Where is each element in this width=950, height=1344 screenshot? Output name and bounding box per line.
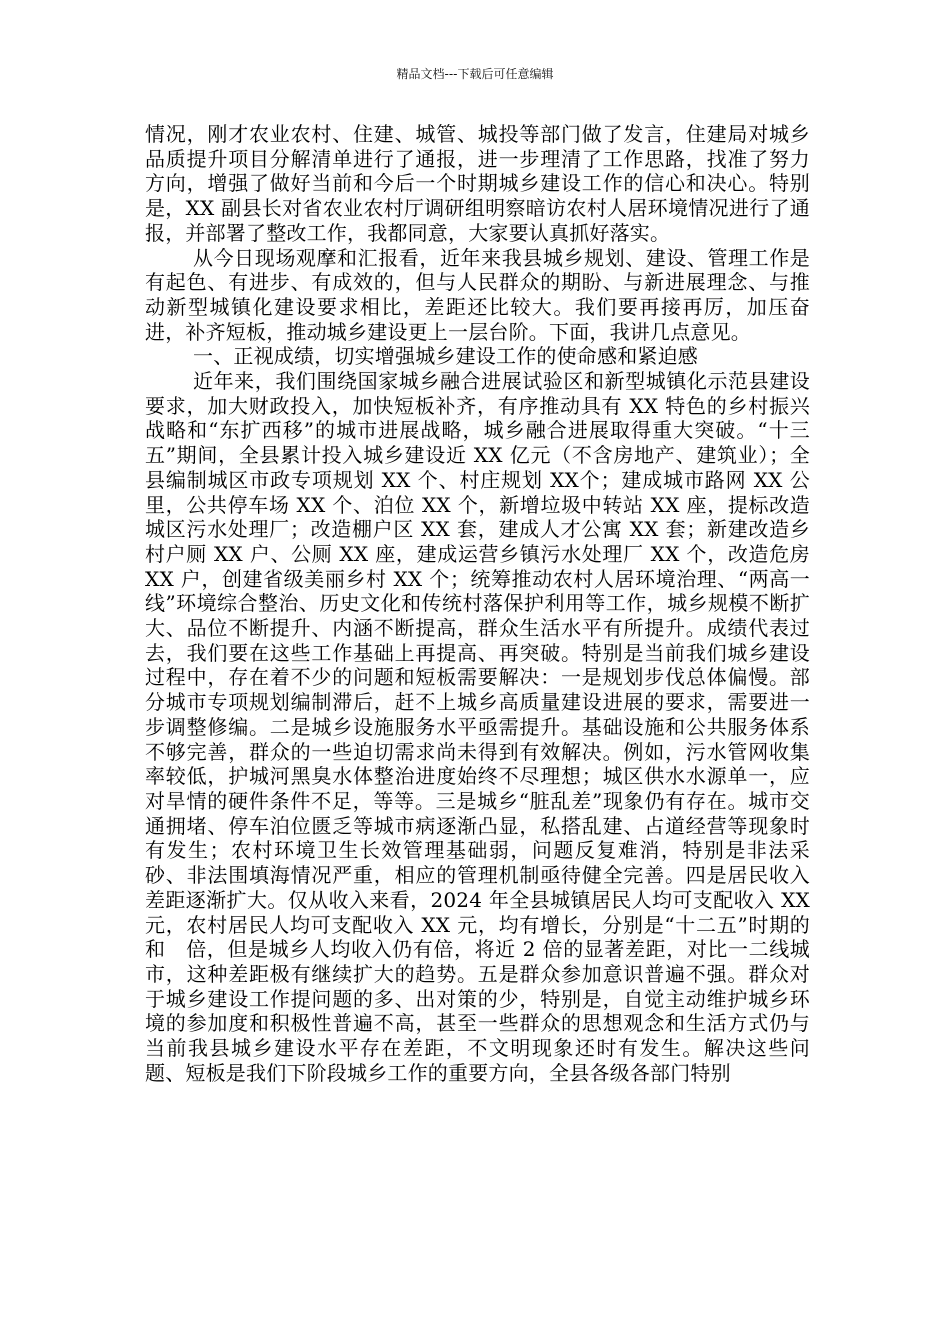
document-body [145,122,831,1085]
section-heading-1: 一、正视成绩，切实增强城乡建设工作的使命感和紧迫感 [193,344,698,369]
page-header: 精品文档---下载后可任意编辑 [396,67,554,81]
paragraph-overview: 从今日现场观摩和汇报看，近年来我县城乡规划、建设、管理工作是有起色、有进步、有成效的，但与人民群众的期盼、与新进展理念、与推动新型城镇化建设要求相比，差距还比较大。我们要再接再厉，加压奋进，补齐短板，推动城乡建设更上一层台阶。下面，我讲几点意见。 [145,245,810,344]
paragraph-continuation: 情况，刚才农业农村、住建、城管、城投等部门做了发言，住建局对城乡品质提升项目分解清单进行了通报，进一步理清了工作思路，找准了努力方向，增强了做好当前和今后一个时期城乡建设工作的信心和决心。特别是，XX 副县长对省农业农村厅调研组明察暗访农村人居环境情况进行了通报，并部署了整改工作，我都同意，大家要认真抓好落实。 [145,122,810,245]
paragraph-achievements: 近年来，我们围绕国家城乡融合进展试验区和新型城镇化示范县建设要求，加大财政投入，加快短板补齐，有序推动具有 XX 特色的乡村振兴战略和“东扩西移”的城市进展战略，城乡融合进展取得重大突破。“十三五”期间，全县累计投入城乡建设近 XX 亿元（不含房地产、建筑业）；全县编制城区市政专项规划 XX 个、村庄规划 XX个；建成城市路网 XX 公里，公共停车场 XX 个、泊位 XX 个，新增垃圾中转站 XX 座，提标改造城区污水处理厂；改造棚户区 XX 套，建成人才公寓 XX 套；新建改造乡村户厕 XX 户、公厕 XX 座，建成运营乡镇污水处理厂 XX 个，改造危房 XX 户，创建省级美丽乡村 XX 个；统筹推动农村人居环境治理、“两高一线”环境综合整治、历史文化和传统村落保护利用等工作，城乡规模不断扩大、品位不断提升、内涵不断提高，群众生活水平有所提升。成绩代表过去，我们要在这些工作基础上再提高、再突破。特别是当前我们城乡建设过程中，存在着不少的问题和短板需要解决：一是规划步伐总体偏慢。部分城市专项规划编制滞后，赶不上城乡高质量建设进展的要求，需要进一步调整修编。二是城乡设施服务水平亟需提升。基础设施和公共服务体系不够完善，群众的一些迫切需求尚未得到有效解决。例如，污水管网收集率较低，护城河黑臭水体整治进度始终不尽理想；城区供水水源单一，应对旱情的硬件条件不足，等等。三是城乡“脏乱差”现象仍有存在。城市交通拥堵、停车泊位匮乏等城市病逐渐凸显，私搭乱建、占道经营等现象时有发生；农村环境卫生长效管理基础弱，问题反复难消，特别是非法采砂、非法围填海情况严重，相应的管理机制亟待健全完善。四是居民收入差距逐渐扩大。仅从收入来看，2024 年全县城镇居民人均可支配收入 XX 元，农村居民人均可支配收入 XX 元，均有增长，分别是“十二五”时期的 和 倍，但是城乡人均收入仍有倍，将近 2 倍的显著差距，对比一二线城市，这种差距极有继续扩大的趋势。五是群众参加意识普遍不强。群众对于城乡建设工作提问题的多、出对策的少，特别是，自觉主动维护城乡环境的参加度和积极性普遍不高，甚至一些群众的思想观念和生活方式仍与当前我县城乡建设水平存在差距，不文明现象还时有发生。解决这些问题、短板是我们下阶段城乡工作的重要方向，全县各级各部门特别 [145,369,831,1085]
